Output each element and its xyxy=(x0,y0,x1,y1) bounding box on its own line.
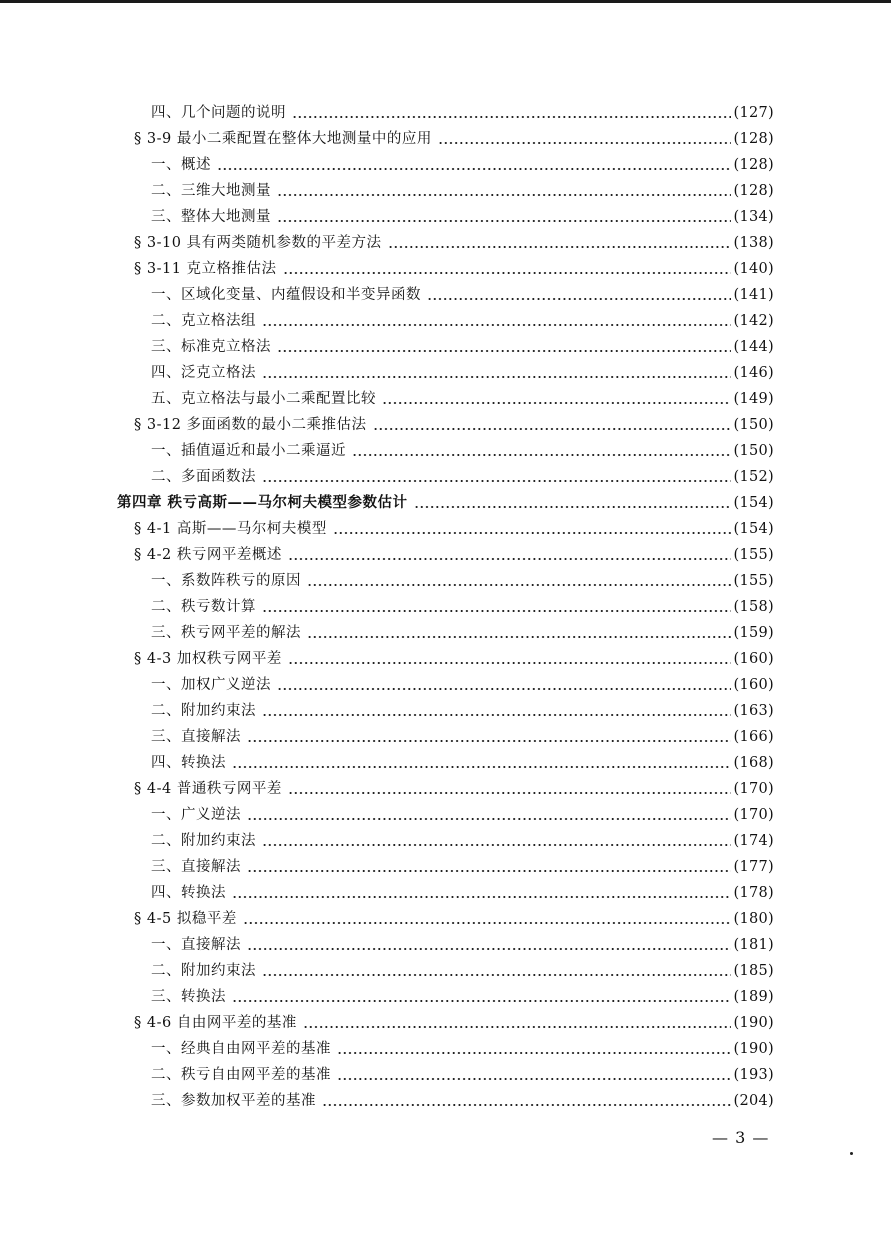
dot-leader xyxy=(292,116,731,118)
toc-entry-page-number: (154) xyxy=(733,521,774,537)
toc-section-entry xyxy=(0,256,774,282)
toc-subsection-entry xyxy=(0,802,774,828)
toc-entry-title: 四、转换法 xyxy=(151,885,226,901)
toc-section-entry xyxy=(0,126,774,152)
toc-entry-page-number: (128) xyxy=(733,183,774,199)
toc-entry-page-number: (150) xyxy=(733,443,774,459)
toc-subsection-entry xyxy=(0,880,774,906)
toc-entry-title: 三、标准克立格法 xyxy=(151,339,271,355)
dot-leader xyxy=(247,870,731,872)
toc-subsection-entry xyxy=(0,178,774,204)
toc-entry-page-number: (138) xyxy=(733,235,774,251)
toc-entry-page-number: (190) xyxy=(733,1041,774,1057)
toc-subsection-entry xyxy=(0,958,774,984)
toc-entry-page-number: (168) xyxy=(733,755,774,771)
dot-leader xyxy=(217,168,731,170)
toc-entry-page-number: (177) xyxy=(733,859,774,875)
toc-entry-title: 一、直接解法 xyxy=(151,937,241,953)
toc-section-entry xyxy=(0,1010,774,1036)
toc-entry-title: 二、秩亏数计算 xyxy=(151,599,256,615)
toc-entry-title: 一、插值逼近和最小二乘逼近 xyxy=(151,443,346,459)
toc-entry-page-number: (150) xyxy=(733,417,774,433)
page-number: — 3 — xyxy=(712,1128,770,1147)
toc-entry-title: 二、秩亏自由网平差的基准 xyxy=(151,1067,331,1083)
toc-entry-page-number: (140) xyxy=(733,261,774,277)
toc-entry-page-number: (155) xyxy=(733,573,774,589)
dot-leader xyxy=(333,532,731,534)
dot-leader xyxy=(232,896,731,898)
toc-entry-title: 三、整体大地测量 xyxy=(151,209,271,225)
dot-leader xyxy=(247,948,731,950)
toc-entry-title: § 4-5 拟稳平差 xyxy=(134,911,237,927)
toc-entry-title: 二、附加约束法 xyxy=(151,833,256,849)
toc-subsection-entry xyxy=(0,152,774,178)
scan-speck xyxy=(850,1152,853,1155)
toc-entry-title: 四、转换法 xyxy=(151,755,226,771)
toc-subsection-entry xyxy=(0,750,774,776)
toc-entry-page-number: (181) xyxy=(733,937,774,953)
dot-leader xyxy=(337,1078,731,1080)
toc-entry-title: 三、秩亏网平差的解法 xyxy=(151,625,301,641)
dot-leader xyxy=(277,194,731,196)
dot-leader xyxy=(382,402,731,404)
dot-leader xyxy=(243,922,731,924)
toc-entry-title: § 3-12 多面函数的最小二乘推估法 xyxy=(134,417,367,433)
toc-entry-page-number: (154) xyxy=(733,495,774,511)
toc-entry-page-number: (190) xyxy=(733,1015,774,1031)
toc-subsection-entry xyxy=(0,282,774,308)
dot-leader xyxy=(262,714,731,716)
dot-leader xyxy=(262,324,731,326)
toc-entry-title: 一、区域化变量、内蕴假设和半变异函数 xyxy=(151,287,421,303)
toc-entry-page-number: (170) xyxy=(733,781,774,797)
dot-leader xyxy=(388,246,731,248)
page-top-edge xyxy=(0,0,891,3)
toc-entry-page-number: (144) xyxy=(733,339,774,355)
toc-entry-title: 一、广义逆法 xyxy=(151,807,241,823)
toc-entry-title: § 4-6 自由网平差的基准 xyxy=(134,1015,297,1031)
dot-leader xyxy=(307,636,731,638)
dot-leader xyxy=(288,792,731,794)
toc-entry-title: 一、系数阵秩亏的原因 xyxy=(151,573,301,589)
toc-section-entry xyxy=(0,906,774,932)
dot-leader xyxy=(438,142,731,144)
toc-entry-title: § 4-1 高斯——马尔柯夫模型 xyxy=(134,521,327,537)
toc-section-entry xyxy=(0,230,774,256)
toc-entry-title: 二、克立格法组 xyxy=(151,313,256,329)
toc-entry-page-number: (134) xyxy=(733,209,774,225)
dot-leader xyxy=(283,272,731,274)
toc-entry-title: § 3-9 最小二乘配置在整体大地测量中的应用 xyxy=(134,131,432,147)
dot-leader xyxy=(277,688,731,690)
dot-leader xyxy=(427,298,731,300)
dot-leader xyxy=(232,1000,731,1002)
toc-entry-page-number: (128) xyxy=(733,157,774,173)
toc-entry-title: 四、几个问题的说明 xyxy=(151,105,286,121)
dot-leader xyxy=(247,740,731,742)
toc-subsection-entry xyxy=(0,100,774,126)
toc-subsection-entry xyxy=(0,724,774,750)
toc-section-entry xyxy=(0,542,774,568)
dot-leader xyxy=(262,844,731,846)
toc-section-entry xyxy=(0,776,774,802)
toc-entry-page-number: (170) xyxy=(733,807,774,823)
toc-entry-title: 四、泛克立格法 xyxy=(151,365,256,381)
toc-subsection-entry xyxy=(0,438,774,464)
toc-entry-page-number: (127) xyxy=(733,105,774,121)
toc-entry-title: § 4-3 加权秩亏网平差 xyxy=(134,651,282,667)
toc-subsection-entry xyxy=(0,698,774,724)
dot-leader xyxy=(414,506,731,508)
toc-subsection-entry xyxy=(0,568,774,594)
toc-entry-page-number: (160) xyxy=(733,651,774,667)
toc-entry-page-number: (193) xyxy=(733,1067,774,1083)
toc-entry-title: 一、经典自由网平差的基准 xyxy=(151,1041,331,1057)
toc-entry-page-number: (152) xyxy=(733,469,774,485)
dot-leader xyxy=(262,610,731,612)
toc-subsection-entry xyxy=(0,1062,774,1088)
toc-entry-page-number: (174) xyxy=(733,833,774,849)
toc-entry-page-number: (185) xyxy=(733,963,774,979)
dot-leader xyxy=(288,558,731,560)
toc-subsection-entry xyxy=(0,620,774,646)
toc-entry-title: 三、直接解法 xyxy=(151,859,241,875)
toc-subsection-entry xyxy=(0,854,774,880)
toc-subsection-entry xyxy=(0,828,774,854)
dot-leader xyxy=(307,584,731,586)
toc-chapter-entry xyxy=(0,490,774,516)
dot-leader xyxy=(303,1026,731,1028)
toc-entry-title: 三、参数加权平差的基准 xyxy=(151,1093,316,1109)
toc-entry-title: § 4-2 秩亏网平差概述 xyxy=(134,547,282,563)
toc-subsection-entry xyxy=(0,1036,774,1062)
toc-entry-page-number: (180) xyxy=(733,911,774,927)
toc-entry-page-number: (204) xyxy=(733,1093,774,1109)
toc-entry-page-number: (128) xyxy=(733,131,774,147)
toc-entry-title: 二、多面函数法 xyxy=(151,469,256,485)
toc-entry-title: § 4-4 普通秩亏网平差 xyxy=(134,781,282,797)
toc-subsection-entry xyxy=(0,984,774,1010)
dot-leader xyxy=(247,818,731,820)
toc-entry-title: 二、附加约束法 xyxy=(151,703,256,719)
dot-leader xyxy=(322,1104,731,1106)
toc-entry-page-number: (158) xyxy=(733,599,774,615)
toc-entry-title: 二、三维大地测量 xyxy=(151,183,271,199)
toc-entry-title: 一、加权广义逆法 xyxy=(151,677,271,693)
toc-entry-page-number: (142) xyxy=(733,313,774,329)
toc-entry-page-number: (155) xyxy=(733,547,774,563)
toc-subsection-entry xyxy=(0,594,774,620)
toc-entry-page-number: (178) xyxy=(733,885,774,901)
dot-leader xyxy=(277,220,731,222)
dot-leader xyxy=(262,974,731,976)
toc-entry-title: 三、直接解法 xyxy=(151,729,241,745)
dot-leader xyxy=(262,376,731,378)
toc-entry-page-number: (163) xyxy=(733,703,774,719)
toc-subsection-entry xyxy=(0,386,774,412)
toc-entry-title: 二、附加约束法 xyxy=(151,963,256,979)
toc-section-entry xyxy=(0,516,774,542)
toc-entry-title: 第四章 秩亏高斯——马尔柯夫模型参数估计 xyxy=(117,494,408,511)
dot-leader xyxy=(262,480,731,482)
dot-leader xyxy=(277,350,731,352)
toc-entry-page-number: (146) xyxy=(733,365,774,381)
toc-section-entry xyxy=(0,412,774,438)
toc-subsection-entry xyxy=(0,204,774,230)
toc-entry-title: § 3-11 克立格推估法 xyxy=(134,261,277,277)
toc-subsection-entry xyxy=(0,1088,774,1114)
dot-leader xyxy=(352,454,731,456)
toc-subsection-entry xyxy=(0,308,774,334)
toc-subsection-entry xyxy=(0,932,774,958)
toc-entry-title: 一、概述 xyxy=(151,157,211,173)
toc-entry-page-number: (189) xyxy=(733,989,774,1005)
toc-entry-page-number: (159) xyxy=(733,625,774,641)
dot-leader xyxy=(232,766,731,768)
toc-entry-page-number: (166) xyxy=(733,729,774,745)
dot-leader xyxy=(373,428,731,430)
toc-entry-page-number: (149) xyxy=(733,391,774,407)
toc-entry-title: 五、克立格法与最小二乘配置比较 xyxy=(151,391,376,407)
toc-entry-title: § 3-10 具有两类随机参数的平差方法 xyxy=(134,235,382,251)
toc-subsection-entry xyxy=(0,672,774,698)
dot-leader xyxy=(337,1052,731,1054)
toc-section-entry xyxy=(0,646,774,672)
toc-subsection-entry xyxy=(0,360,774,386)
toc-subsection-entry xyxy=(0,334,774,360)
toc-subsection-entry xyxy=(0,464,774,490)
toc-entry-page-number: (141) xyxy=(733,287,774,303)
toc-entry-page-number: (160) xyxy=(733,677,774,693)
dot-leader xyxy=(288,662,731,664)
toc-entry-title: 三、转换法 xyxy=(151,989,226,1005)
